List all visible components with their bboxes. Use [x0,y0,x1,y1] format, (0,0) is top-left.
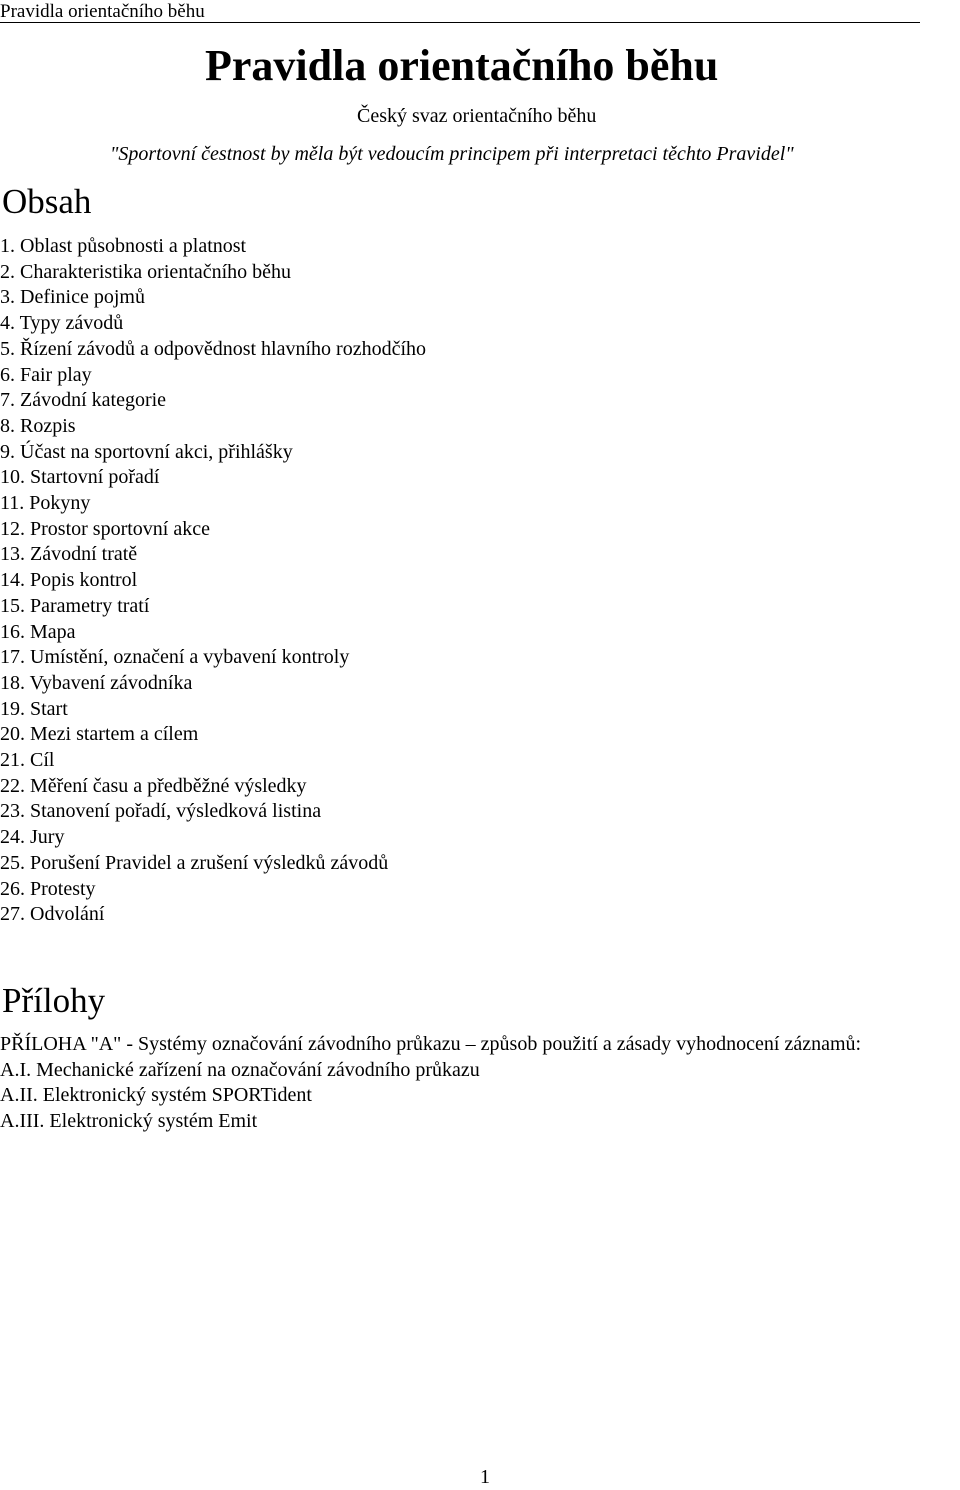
toc-link[interactable]: 11. Pokyny [0,492,91,515]
toc-link[interactable]: 24. Jury [0,826,65,849]
toc-item[interactable] [0,825,426,851]
toc-link[interactable]: 26. Protesty [0,877,96,900]
appendix-link[interactable]: A.I. Mechanické zařízení na označování závodního průkazu [0,1058,480,1081]
toc-link[interactable]: 9. Účast na sportovní akci, přihlášky [0,440,293,463]
toc-item[interactable] [0,260,426,286]
toc-item[interactable] [0,645,426,671]
appendix-link[interactable]: A.II. Elektronický systém SPORTident [0,1084,312,1106]
toc-item[interactable] [0,748,426,774]
appendices-heading: Přílohy [2,981,106,1020]
toc-link[interactable]: 13. Závodní tratě [0,543,138,566]
toc-item[interactable] [0,363,426,389]
toc-item[interactable] [0,414,426,440]
toc-item[interactable] [0,465,426,491]
contents-heading: Obsah [2,182,92,221]
toc-item[interactable] [0,491,426,517]
page-title: Pravidla orientačního běhu [205,41,719,90]
toc-link[interactable]: 22. Měření času a předběžné výsledky [0,774,307,797]
running-header: Pravidla orientačního běhu [0,2,920,23]
toc-link[interactable]: 12. Prostor sportovní akce [0,517,210,540]
publisher-name: Český svaz orientačního běhu [357,105,597,127]
toc-link[interactable]: 3. Definice pojmů [0,286,145,309]
toc-item[interactable] [0,542,426,568]
toc-item[interactable] [0,851,426,877]
appendix-link[interactable]: PŘÍLOHA "A" - Systémy označování závodního průkazu – způsob použití a zásady vyhodnocení záznamů: [0,1033,862,1055]
toc-link[interactable]: 2. Charakteristika orientačního běhu [0,260,292,283]
toc-item[interactable] [0,620,426,646]
toc-item[interactable] [0,440,426,466]
toc-link[interactable]: 4. Typy závodů [0,312,124,335]
toc-link[interactable]: 16. Mapa [0,620,76,643]
toc-item[interactable] [0,337,426,363]
toc-item[interactable] [0,697,426,723]
page-number: 1 [480,1466,490,1488]
toc-link[interactable]: 7. Závodní kategorie [0,389,167,412]
toc-link[interactable]: 20. Mezi startem a cílem [0,723,199,746]
appendix-link[interactable]: A.III. Elektronický systém Emit [0,1109,258,1132]
appendix-item[interactable] [0,1058,861,1084]
toc-link[interactable]: 23. Stanovení pořadí, výsledková listina [0,800,322,823]
toc-link[interactable]: 8. Rozpis [0,414,76,437]
toc-link[interactable]: 14. Popis kontrol [0,569,138,592]
toc-item[interactable] [0,902,426,928]
table-of-contents [0,234,426,928]
toc-link[interactable]: 6. Fair play [0,363,92,386]
appendix-list [0,1032,861,1134]
toc-item[interactable] [0,234,426,260]
toc-link[interactable]: 5. Řízení závodů a odpovědnost hlavního rozhodčího [0,337,427,360]
toc-link[interactable]: 25. Porušení Pravidel a zrušení výsledků závodů [0,851,389,874]
appendix-item[interactable] [0,1109,861,1135]
toc-item[interactable] [0,799,426,825]
appendix-item[interactable] [0,1032,861,1058]
toc-item[interactable] [0,671,426,697]
toc-item[interactable] [0,722,426,748]
toc-item[interactable] [0,774,426,800]
toc-link[interactable]: 17. Umístění, označení a vybavení kontroly [0,646,350,669]
toc-link[interactable]: 1. Oblast působnosti a platnost [0,235,247,257]
toc-link[interactable]: 19. Start [0,697,68,720]
toc-link[interactable]: 27. Odvolání [0,903,105,926]
motto-quote: "Sportovní čestnost by měla být vedoucím principem při interpretaci těchto Pravidel" [110,143,794,165]
toc-item[interactable] [0,877,426,903]
toc-link[interactable]: 18. Vybavení závodníka [0,671,193,694]
toc-link[interactable]: 15. Parametry tratí [0,594,150,617]
toc-link[interactable]: 10. Startovní pořadí [0,466,160,489]
appendix-item[interactable] [0,1083,861,1109]
toc-item[interactable] [0,388,426,414]
toc-item[interactable] [0,311,426,337]
toc-item[interactable] [0,285,426,311]
toc-item[interactable] [0,594,426,620]
toc-link[interactable]: 21. Cíl [0,749,55,772]
toc-item[interactable] [0,568,426,594]
toc-item[interactable] [0,517,426,543]
